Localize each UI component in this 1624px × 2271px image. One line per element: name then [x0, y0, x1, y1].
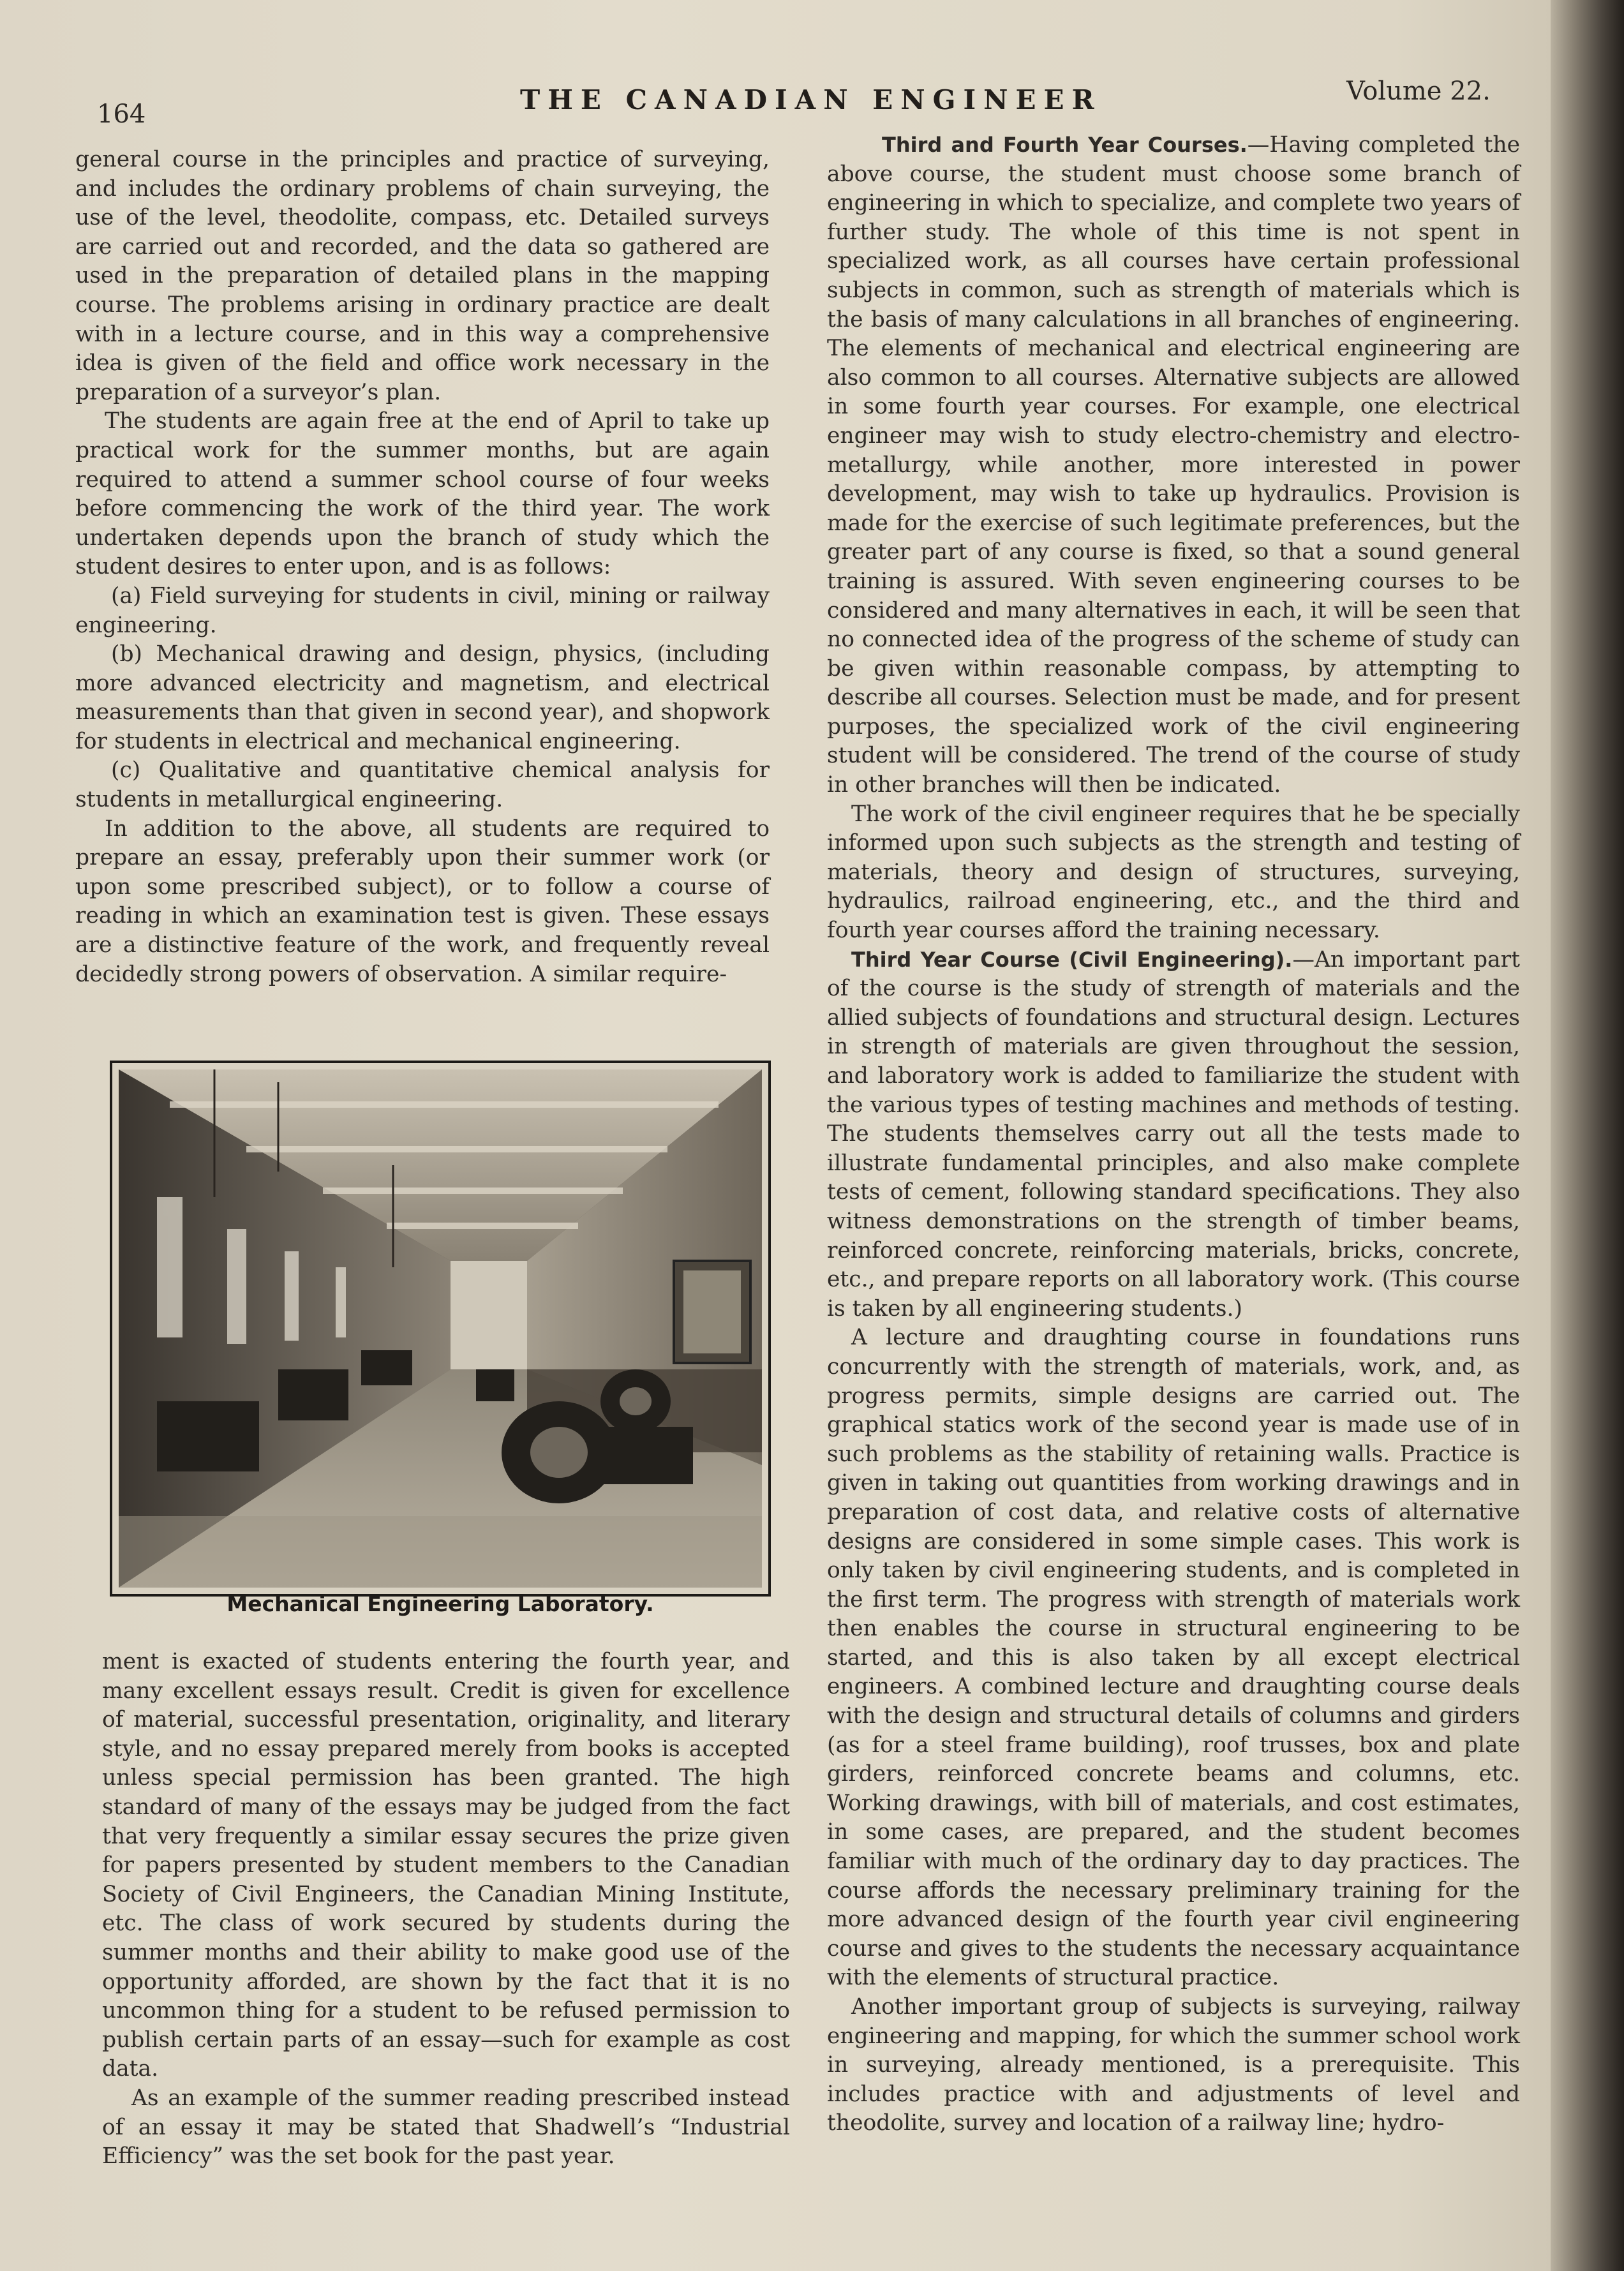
figure-caption: Mechanical Engineering Laboratory.: [227, 1591, 654, 1616]
right-column: [827, 131, 1520, 2138]
paragraph: In addition to the above, all students are required to prepare an essay, preferably upon their summer work (or upon some prescribed subject), or to follow a course of reading in which an examination test is given. These essays are a distinctive feature of the work, and frequently reveal decidedly strong powers of observation. A similar require-: [75, 815, 770, 987]
paragraph: Another important group of subjects is surveying, railway engineering and mapping, for which the summer school work in surveying, already mentioned, is a prerequisite. This includes practice with and adjustments of level and theodolite, survey and location of a railway line; hydro-: [827, 1994, 1520, 2136]
laboratory-photo: [119, 1069, 762, 1588]
left-column-top: [75, 145, 770, 989]
paragraph: [827, 131, 1520, 800]
section-heading: Third Year Course (Civil Engineering).: [851, 947, 1293, 972]
list-item: (a) Field surveying for students in civil, mining or railway engineering.: [75, 583, 770, 638]
paragraph: ment is exacted of students entering the fourth year, and many excellent essays result. Credit is given for excellence of material, successful presentation, originality, and literary style, and no essay prepared merely from books is accepted unless special permission has been granted. The high standard of many of the essays may be judged from the fact that very frequently a similar essay secures the prize given for papers presented by student members to the Canadian Society of Civil Engineers, the Canadian Mining Institute, etc. The class of work secured by students during the summer months and their ability to make good use of the opportunity afforded, are shown by the fact that it is no uncommon thing for a student to be refused permission to publish certain parts of an essay—such for example as cost data.: [102, 1649, 790, 2082]
left-column-bottom: [102, 1648, 790, 2171]
list-item: (c) Qualitative and quantitative chemical analysis for students in metallurgical engineering.: [75, 757, 770, 813]
list-item: (b) Mechanical drawing and design, physics, (including more advanced electricity and magnetism, and electrical measurements than that given in second year), and shopwork for students in electrical and mechanical engineering.: [75, 641, 770, 754]
paragraph: [827, 946, 1520, 1324]
paragraph-text: —An important part of the course is the study of strength of materials and the allied subjects of foundations and structural design. Lectures in strength of materials are given throughout the session, and laboratory work is added to familiarize the student with the various types of testing machines and methods of testing. The students themselves carry out all the tests made to illustrate fundamental principles, and also make complete tests of cement, following standard specifications. They also witness demonstrations on the strength of timber beams, reinforced concrete, reinforcing materials, bricks, concrete, etc., and prepare reports on all laboratory work. (This course is taken by all engineering students.): [827, 946, 1520, 1322]
page-binding-edge: [1551, 0, 1624, 2271]
laboratory-photo-frame: [110, 1061, 771, 1597]
paragraph: The work of the civil engineer requires that he be specially informed upon such subjects as the strength and testing of materials, theory and design of structures, surveying, hydraulics, railroad engineering, etc., and the third and fourth year courses afford the training necessary.: [827, 801, 1520, 944]
page-header: [0, 77, 1551, 128]
paragraph: A lecture and draughting course in foundations runs concurrently with the strength of materials, work, and, as progress permits, simple designs are carried out. The graphical statics work of the second year is made use of in such problems as the stability of retaining walls. Practice is given in taking out quantities from working drawings and in preparation of cost data, and relative costs of alternative designs are considered in some simple cases. This work is only taken by civil engineering students, and is completed in the first term. The progress with strength of materials work then enables the course in structural engineering to be started, and this is also taken by all except electrical engineers. A combined lecture and draughting course deals with the design and structural details of columns and girders (as for a steel frame building), roof trusses, box and plate girders, reinforced concrete beams and columns, etc. Working drawings, with bill of materials, and cost estimates, in some cases, are prepared, and the student becomes familiar with much of the ordinary day to day practices. The course affords the necessary preliminary training for the more advanced design of the fourth year civil engineering course and gives to the students the necessary acquaintance with the elements of structural practice.: [827, 1325, 1520, 1991]
page-number: 164: [97, 100, 146, 129]
paragraph: As an example of the summer reading prescribed instead of an essay it may be stated that Shadwell’s “Industrial Efficiency” was the set book for the past year.: [102, 2085, 790, 2170]
paragraph: The students are again free at the end of April to take up practical work for the summer months, but are again required to attend a summer school course of four weeks before commencing the work of the third year. The work undertaken depends upon the branch of study which the student desires to enter upon, and is as follows:: [75, 408, 770, 580]
paragraph: general course in the principles and practice of surveying, and includes the ordinary problems of chain surveying, the use of the level, theodolite, compass, etc. Detailed surveys are carried out and recorded, and the data so gathered are used in the preparation of detailed plans in the mapping course. The problems arising in ordinary practice are dealt with in a lecture course, and in this way a comprehensive idea is given of the field and office work necessary in the preparation of a surveyor’s plan.: [75, 147, 770, 405]
volume-label: Volume 22.: [1346, 77, 1491, 106]
section-heading: Third and Fourth Year Courses.: [882, 133, 1248, 157]
paragraph-text: —Having completed the above course, the student must choose some branch of engineering in which to specialize, and complete two years of further study. The whole of this time is not spent in specialized work, as all courses have certain professional subjects in common, such as strength of materials which is the basis of many calculations in all branches of engineering. The elements of mechanical and electrical engineering are also common to all courses. Alternative subjects are allowed in some fourth year courses. For example, one electrical engineer may wish to study electro-chemistry and electro-metallurgy, while another, more interested in power development, may wish to take up hydraulics. Provision is made for the exercise of such legitimate preferences, but the greater part of any course is fixed, so that a sound general training is assured. With seven engineering courses to be considered and many alternatives in each, it will be seen that no connected idea of the progress of the scheme of study can be given within reasonable compass, by attempting to describe all courses. Selection must be made, and for present purposes, the specialized work of the civil engineering student will be considered. The trend of the course of study in other branches will then be indicated.: [827, 132, 1520, 798]
journal-title: THE CANADIAN ENGINEER: [520, 84, 1102, 115]
